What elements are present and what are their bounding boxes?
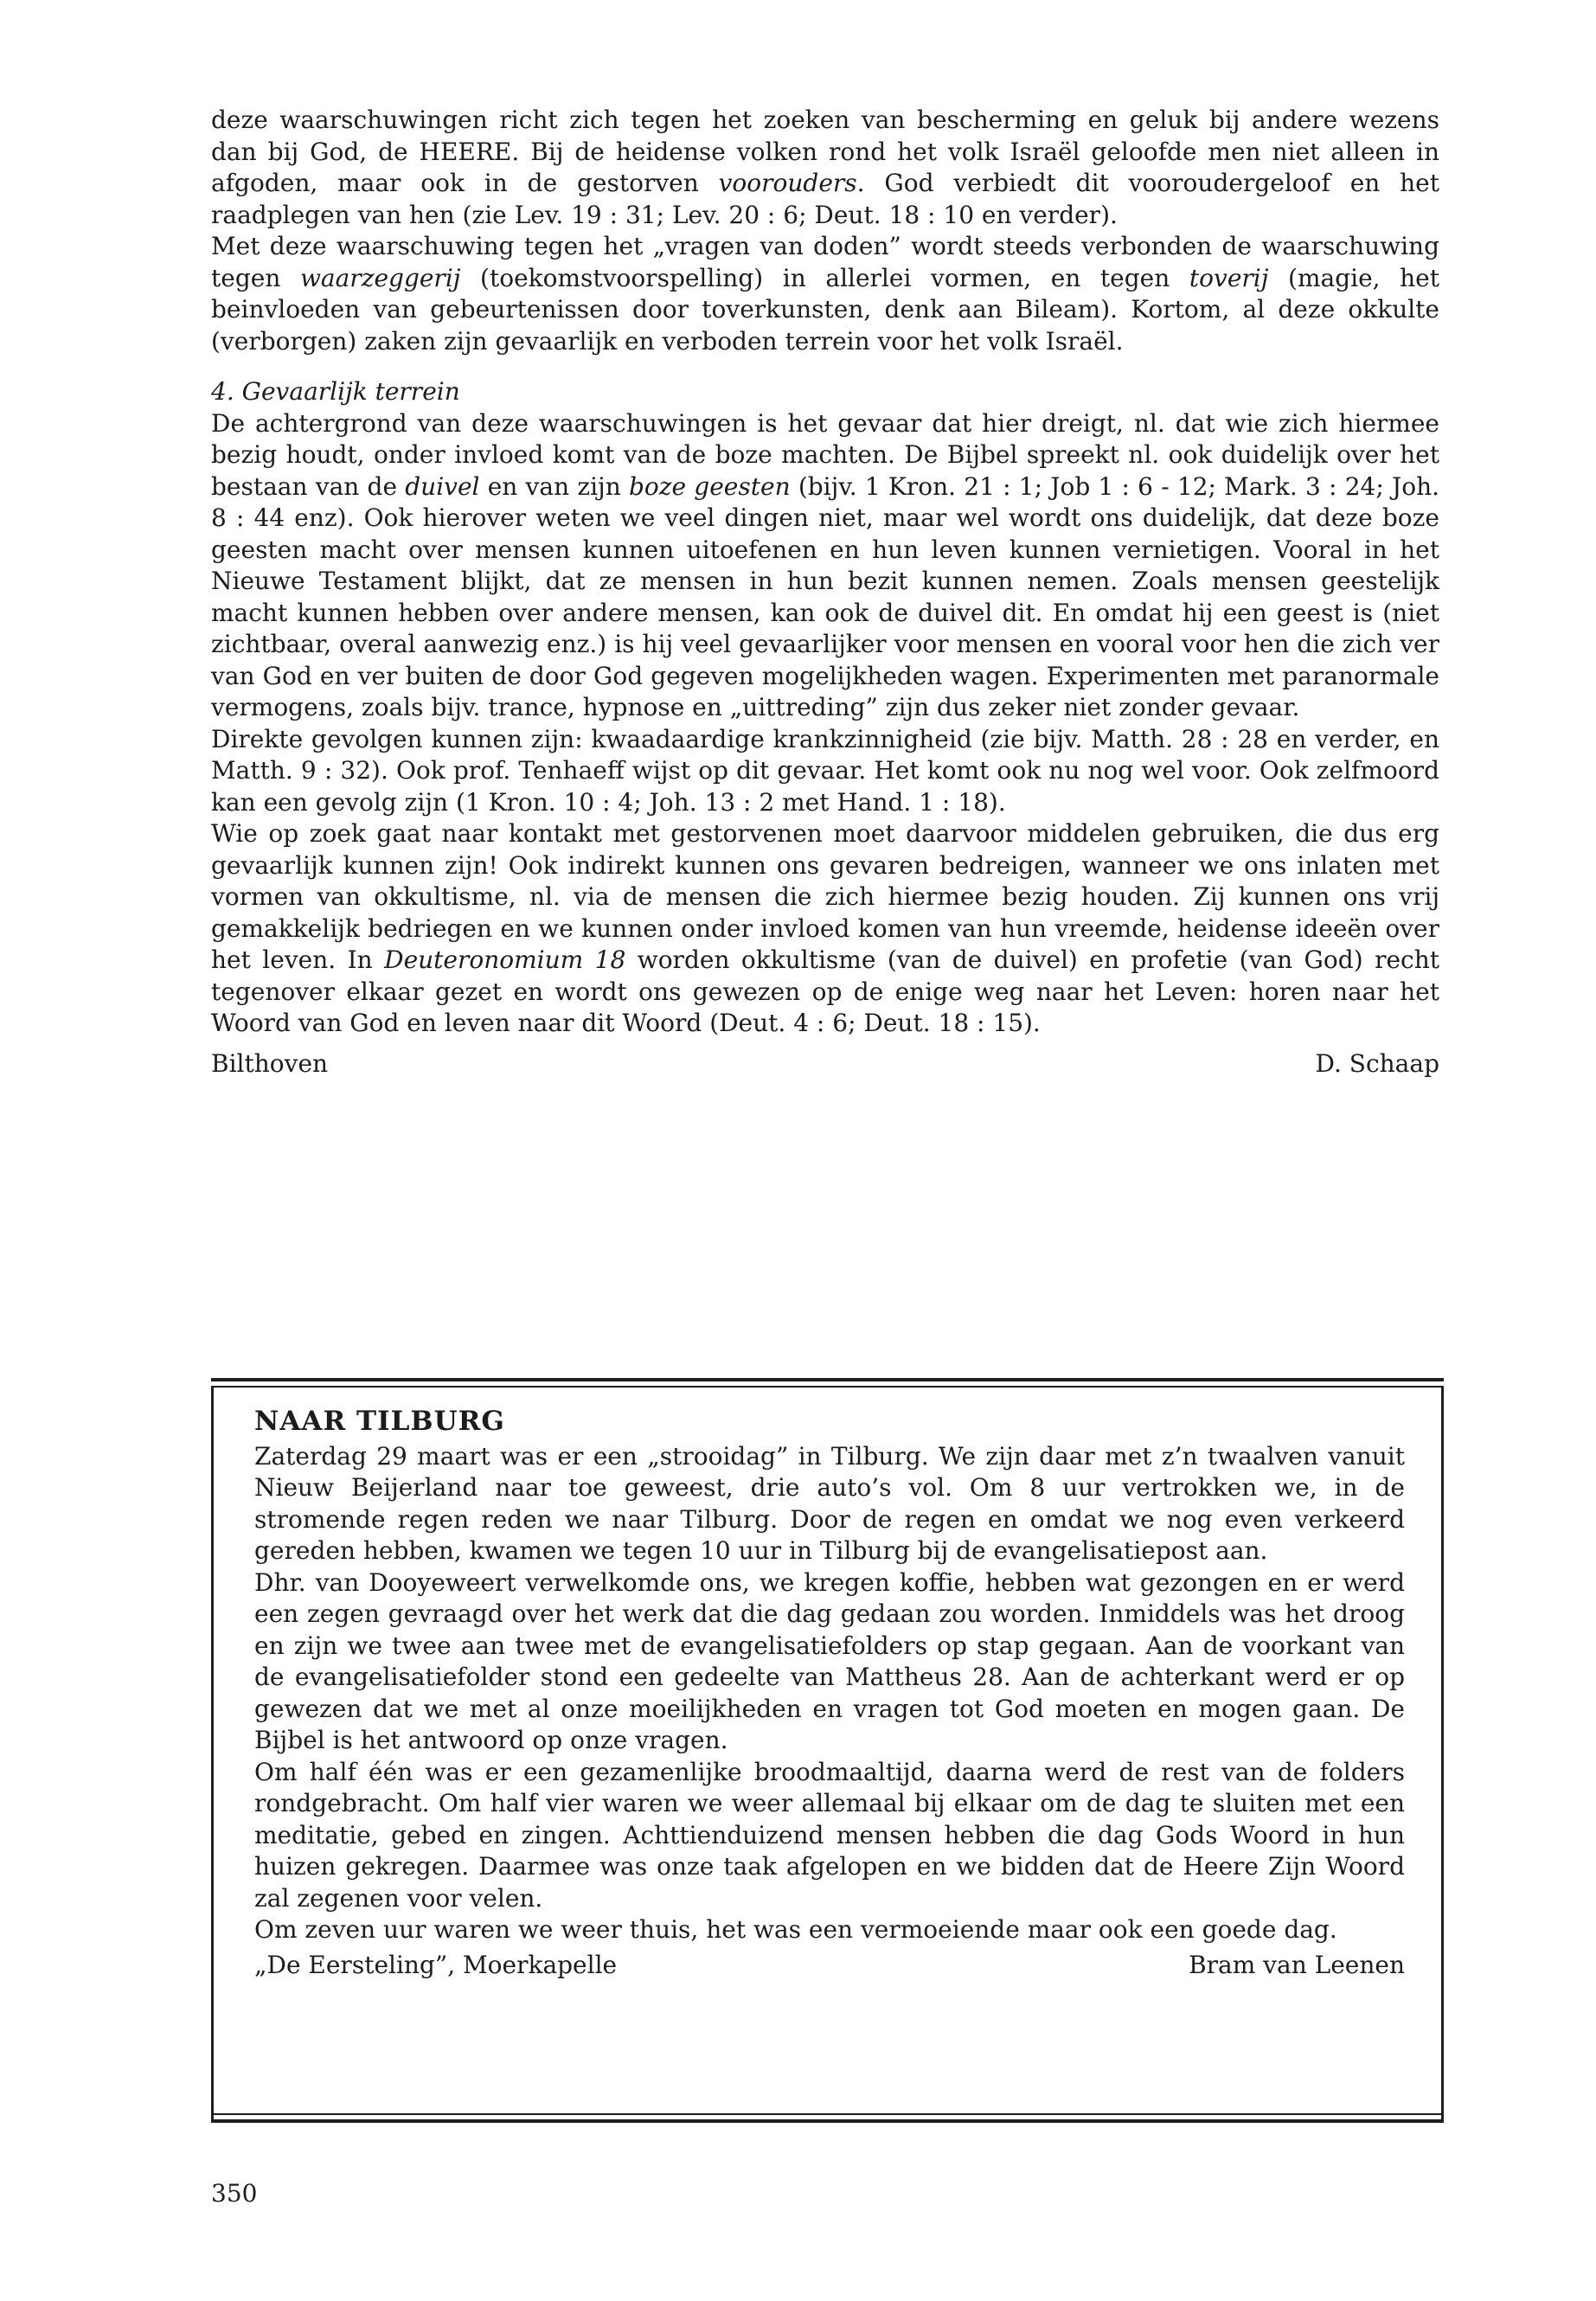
framed-article-author: Bram van Leenen [1189,1950,1405,1979]
text-run: Dhr. van Dooyeweert verwelkomde ons, we kregen koffie, hebben wat gezongen en er werd een zegen gevraagd over het werk dat die dag gedaan zou worden. Inmiddels was het droog en zijn we twee aan twee met de evangelisatiefolders op stap gegaan. Aan de voorkant van de evangelisatiefolder stond een gedeelte van Mattheus 28. Aan de achterkant werd er op gewezen dat we met al onze moeilijkheden en vragen tot God moeten en mogen gaan. De Bijbel is het antwoord op onze vragen. [254,1567,1405,1754]
text-run: Wie op zoek gaat naar kontakt met gestorvenen moet daarvoor middelen gebruiken, die dus erg gevaarlijk kunnen zijn! Ook indirekt kunnen ons gevaren bedreigen, wanneer we ons inlaten met vormen van okkultisme, nl. via de mensen die zich hiermee bezig houden. Zij kunnen ons vrij gemakkelijk bedriegen en we kunnen onder invloed komen van hun vreemde, heidense ideeën over het leven. In [211,819,1439,974]
framed-article-tilburg [211,1378,1444,2125]
text-run: Met deze waarschuwing tegen het „vragen van doden” wordt steeds verbonden de waarschuwing tegen [211,232,1439,292]
paragraph [254,1567,1405,1757]
paragraph [211,231,1439,357]
frame-top-thin-rule [211,1386,1444,1388]
frame-top-thick-rule [211,1378,1444,1381]
section-paragraphs [211,408,1439,1040]
article-place: Bilthoven [211,1048,329,1078]
framed-article-paragraphs [254,1441,1405,1946]
text-run: (bijv. 1 Kron. 21 : 1; Job 1 : 6 - 12; Mark. 3 : 24; Joh. 8 : 44 enz). Ook hierover weten we veel dingen niet, maar wel wordt ons duidelijk, dat deze boze geesten macht over mensen kunnen uitoefenen en hun leven kunnen vernietigen. Vooral in het Nieuwe Testament blijkt, dat ze mensen in hun bezit kunnen nemen. Zoals mensen geestelijk macht kunnen hebben over andere mensen, kan ook de duivel dit. En omdat hij een geest is (niet zichtbaar, overal aanwezig enz.) is hij veel gevaarlijker voor mensen en vooral voor hen die zich ver van God en ver buiten de door God gegeven mogelijkheden wagen. Experimenten met paranormale vermogens, zoals bijv. trance, hypnose en „uittreding” zijn dus zeker niet zonder gevaar. [211,471,1440,721]
italic-text: voorouders [718,169,857,197]
article-paragraphs [211,105,1439,357]
text-run: en van zijn [479,471,629,501]
text-run: (magie, het beinvloeden van gebeurtenissen door toverkunsten, denk aan Bileam). Kortom, al deze okkulte (verborgen) zaken zijn gevaarlijk en verboden terrein voor het volk Israël. [211,263,1439,356]
text-run: Om zeven uur waren we weer thuis, het was een vermoeiende maar ook een goede dag. [254,1915,1337,1944]
article-signature [211,1048,1439,1080]
paragraph [211,818,1439,1040]
frame-bottom-thick-rule [211,2119,1444,2123]
frame-right-rule [1441,1386,1444,2119]
text-run: . God verbiedt dit vooroudergeloof en het raadplegen van hen (zie Lev. 19 : 31; Lev. 20 : 6; Deut. 18 : 10 en verder). [211,169,1439,229]
text-run: Om half één was er een gezamenlijke broodmaaltijd, daarna werd de rest van de folders rondgebracht. Om half vier waren we weer allemaal bij elkaar om de dag te sluiten met een meditatie, gebed en zingen. Achttienduizend mensen hebben die dag Gods Woord in hun huizen gekregen. Daarmee was onze taak afgelopen en we bidden dat de Heere Zijn Woord zal zegenen voor velen. [254,1757,1405,1913]
framed-article-source: „De Eersteling”, Moerkapelle [254,1950,618,1979]
text-run: Direkte gevolgen kunnen zijn: kwaadaardige krankzinnigheid (zie bijv. Matth. 28 : 28 en verder, en Matth. 9 : 32). Ook prof. Tenhaeff wijst op dit gevaar. Het komt ook nu nog wel voor. Ook zelfmoord kan een gevolg zijn (1 Kron. 10 : 4; Joh. 13 : 2 met Hand. 1 : 18). [211,724,1439,817]
paragraph [254,1441,1405,1567]
text-run: De achtergrond van deze waarschuwingen is het gevaar dat hier dreigt, nl. dat wie zich hiermee bezig houdt, onder invloed komt van de boze machten. De Bijbel spreekt nl. ook duidelijk over het bestaan van de [211,408,1439,501]
paragraph [254,1757,1405,1915]
section-heading: 4. Gevaarlijk terrein [211,377,460,406]
text-run: (toekomstvoorspelling) in allerlei vormen, en tegen [460,263,1189,292]
italic-text: Deuteronomium 18 [384,945,626,974]
frame-left-rule [211,1386,214,2119]
page-number: 350 [211,2179,258,2208]
italic-text: toverij [1189,263,1269,292]
italic-text: waarzeggerij [299,263,461,292]
text-run: worden okkultisme (van de duivel) en profetie (van God) recht tegenover elkaar gezet en wordt ons gewezen op de enige weg naar het Leven: horen naar het Woord van God en leven naar dit Woord (Deut. 4 : 6; Deut. 18 : 15). [211,945,1439,1037]
paragraph [211,724,1439,819]
italic-text: duivel [405,471,480,501]
article-author: D. Schaap [1315,1048,1439,1078]
text-run: deze waarschuwingen richt zich tegen het zoeken van bescherming en geluk bij andere wezens dan bij God, de HEERE. Bij de heidense volken rond het volk Israël geloofde men niet alleen in afgoden, maar ook in de gestorven [211,106,1439,197]
article-schaap [211,105,1439,1080]
framed-article-body [254,1406,1405,1981]
framed-article-signature [254,1950,1405,1982]
framed-article-title: NAAR TILBURG [254,1406,505,1437]
frame-bottom-thin-rule [211,2113,1444,2115]
paragraph [254,1914,1405,1946]
italic-text: boze geesten [628,471,791,501]
text-run: Zaterdag 29 maart was er een „strooidag” in Tilburg. We zijn daar met z’n twaalven vanuit Nieuw Beijerland naar toe geweest, drie auto’s vol. Om 8 uur vertrokken we, in de stromende regen reden we naar Tilburg. Door de regen en omdat we nog even verkeerd gereden hebben, kwamen we tegen 10 uur in Tilburg bij de evangelisatiepost aan. [254,1441,1405,1565]
paragraph [211,408,1439,724]
paragraph [211,105,1439,231]
